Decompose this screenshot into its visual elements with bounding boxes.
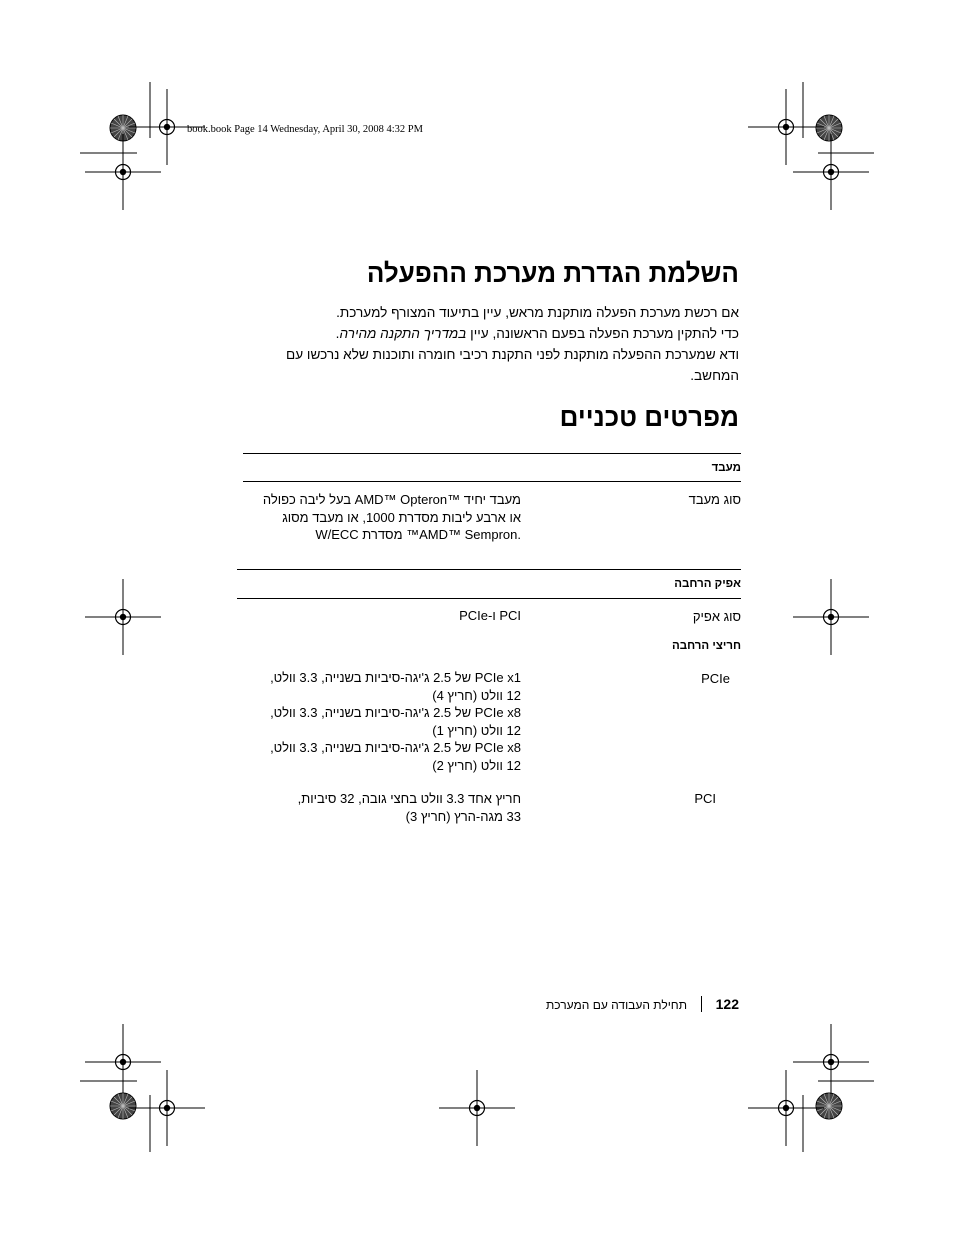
registration-mark-icon — [439, 1070, 515, 1146]
intro-line: ודא שמערכת ההפעלה מותקנת לפני התקנת רכיבי חומרה ותוכנות שלא נרכשו עם — [286, 347, 739, 362]
value-line: 12 וולט (חריץ 2) — [432, 757, 521, 773]
value-line: 12 וולט (חריץ 1) — [432, 722, 521, 738]
table-divider — [237, 569, 741, 570]
bus-type-value — [231, 607, 521, 625]
value-line: PCIe x8 של 2.5 ג'יגה-סיביות בשנייה, 3.3 וולט, — [270, 705, 521, 720]
registration-star-icon — [816, 1093, 842, 1119]
intro-line: אם רכשת מערכת הפעלה מותקנת מראש, עיין בתיעוד המצורף למערכת. — [336, 305, 739, 320]
intro-paragraph — [239, 302, 739, 386]
value-line: 33 מגה-הרץ (חריץ 3) — [405, 808, 521, 824]
value-line: חריץ אחד 3.3 וולט בחצי גובה, 32 סיביות, — [297, 791, 521, 806]
registration-mark-icon — [748, 1070, 824, 1146]
registration-mark-icon — [793, 134, 869, 210]
value-line: 12 וולט (חריץ 4) — [432, 687, 521, 703]
page-slug: book.book Page 14 Wednesday, April 30, 2008 4:32 PM — [187, 124, 423, 135]
pcie-label: PCIe — [701, 671, 730, 686]
value-line: מעבד יחיד ™AMD™ Opteron בעל ליבה כפולה — [262, 492, 521, 507]
intro-line: המחשב. — [690, 368, 739, 383]
bus-type-label: סוג אפיק — [692, 609, 741, 624]
registration-mark-icon — [85, 1024, 161, 1100]
expansion-slots-heading: חריצי הרחבה — [671, 640, 741, 652]
table-divider — [243, 481, 741, 482]
processor-type-label: סוג מעבד — [688, 492, 741, 507]
specs-title: מפרטים טכניים — [559, 402, 739, 432]
registration-mark-icon — [748, 89, 824, 165]
chapter-title: תחילת העבודה עם המערכת — [546, 998, 687, 1012]
processor-heading: מעבד — [711, 462, 741, 474]
value-line: .AMD™ Sempron™ מסדרת W/ECC — [315, 527, 521, 542]
registration-mark-icon — [85, 134, 161, 210]
registration-star-icon — [816, 115, 842, 141]
pcie-slots-value — [231, 669, 521, 774]
table-divider — [243, 453, 741, 454]
table-divider — [237, 598, 741, 599]
registration-mark-icon — [793, 579, 869, 655]
page-number: 122 — [715, 996, 739, 1012]
registration-mark-icon — [793, 1024, 869, 1100]
guide-reference: במדריך התקנה מהירה — [339, 326, 467, 341]
registration-mark-icon — [129, 1070, 205, 1146]
section-title: השלמת הגדרת מערכת ההפעלה — [366, 258, 739, 288]
pci-label: PCI — [694, 791, 716, 806]
registration-mark-icon — [85, 579, 161, 655]
value-line: PCIe x1 של 2.5 ג'יגה-סיביות בשנייה, 3.3 וולט, — [270, 670, 521, 685]
pci-slot-value — [231, 790, 521, 825]
registration-star-icon — [110, 1093, 136, 1119]
value-line: PCI ו-PCIe — [459, 608, 521, 623]
expansion-bus-heading: אפיק הרחבה — [674, 578, 741, 590]
value-line: או ארבע ליבות מסדרת 1000, או מעבד מסוג — [282, 509, 521, 525]
value-line: PCIe x8 של 2.5 ג'יגה-סיביות בשנייה, 3.3 וולט, — [270, 740, 521, 755]
processor-type-value — [231, 491, 521, 544]
intro-line: כדי להתקין מערכת הפעלה בפעם הראשונה, עיין במדריך התקנה מהירה. — [335, 326, 739, 341]
footer-separator — [701, 996, 702, 1012]
